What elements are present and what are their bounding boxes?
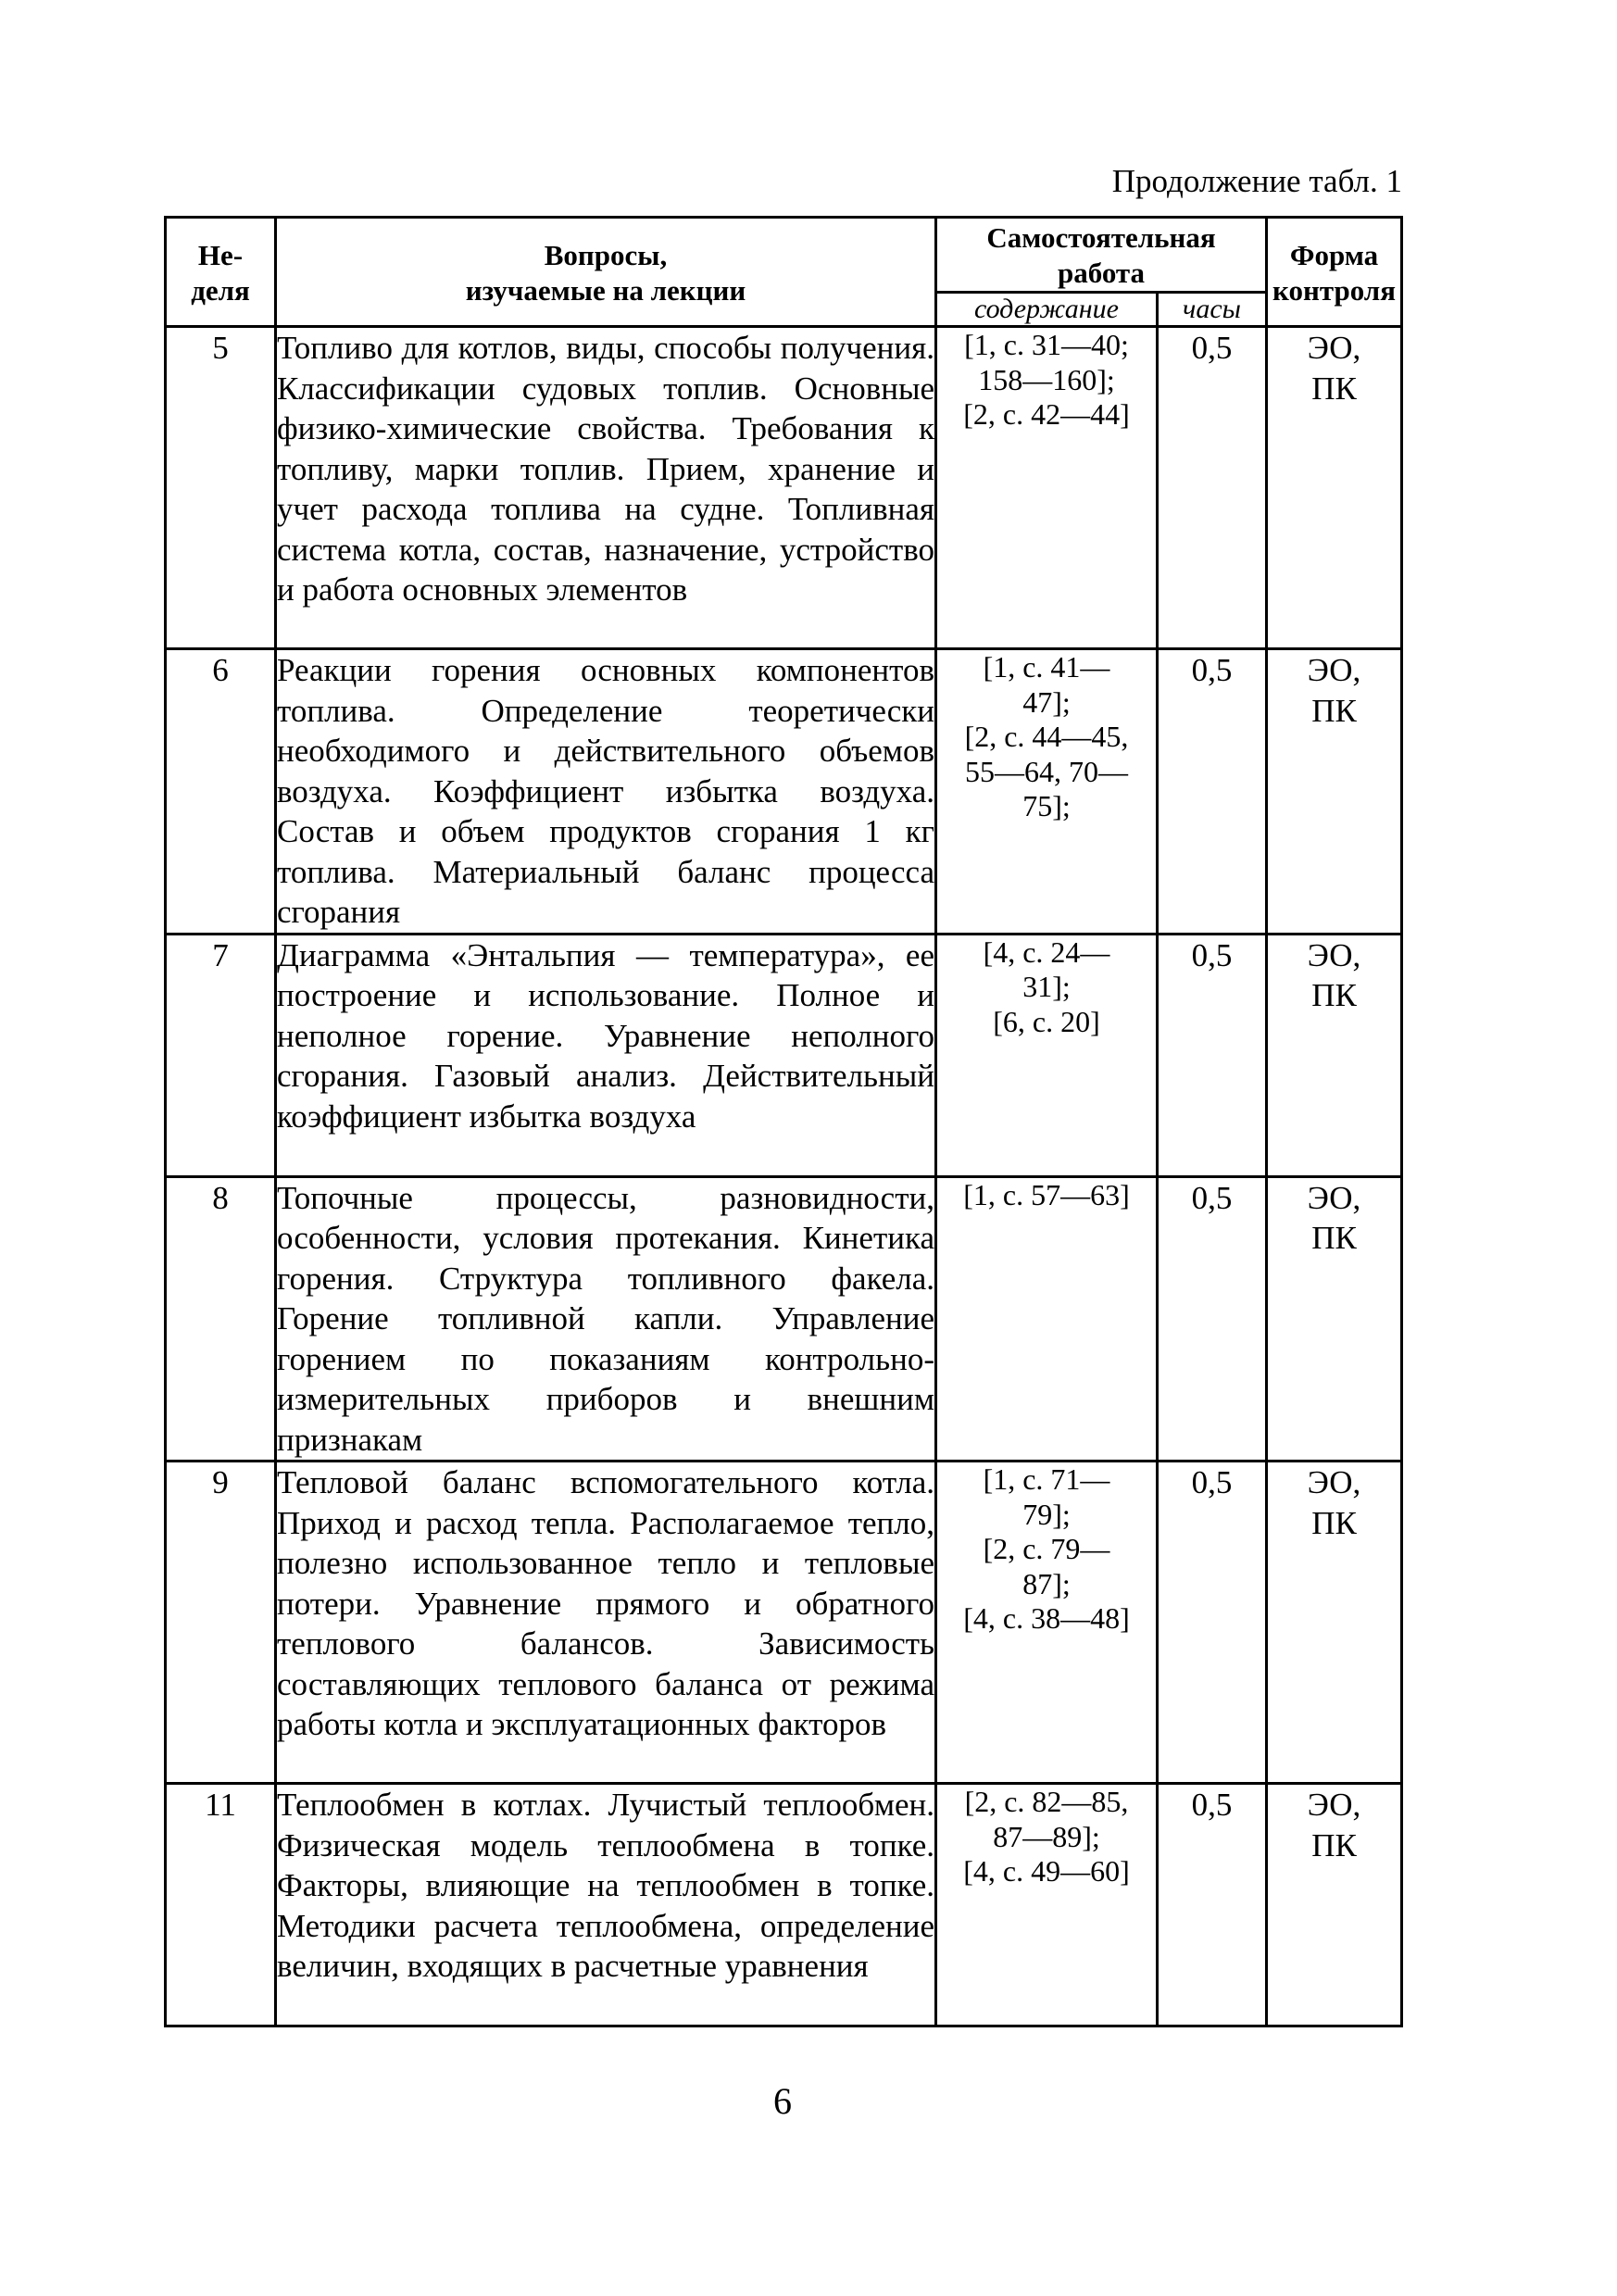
refs-cell	[936, 649, 1158, 935]
ref-line: 75];	[1022, 789, 1071, 822]
header-topics-line: Вопросы,	[544, 238, 668, 271]
ref-line: [2, с. 79—	[983, 1532, 1110, 1565]
refs-cell	[936, 1176, 1158, 1462]
ref-line: [2, с. 44—45,	[964, 720, 1129, 753]
control-line: ПК	[1311, 1220, 1357, 1256]
control-line: ЭО,	[1307, 1179, 1361, 1216]
topic-cell: Реакции горения основных компонентов топлива. Определение теоретически необходимого и действительного объемов воздуха. Коэффициент избытка воздуха. Состав и объем продуктов сгорания 1 кг топлива. Материальный баланс процесса сгорания	[276, 649, 936, 935]
ref-line: [1, с. 31—40;	[964, 328, 1129, 361]
ref-line: 158—160];	[978, 362, 1115, 396]
topic-cell: Теплообмен в котлах. Лучистый теплообмен. Физическая модель теплообмена в топке. Факторы, влияющие на теплообмен в топке. Методики расчета теплообмена, определение величин, входящих в расчетные уравнения	[276, 1784, 936, 2026]
header-topics-line: изучаемые на лекции	[465, 273, 746, 307]
refs-cell	[936, 934, 1158, 1176]
control-cell	[1267, 649, 1402, 935]
header-week-line: деля	[191, 273, 250, 307]
control-line: ПК	[1311, 692, 1357, 729]
header-control-line: Форма	[1289, 238, 1379, 271]
header-self-work-line: Самостоятельная	[986, 221, 1216, 254]
week-cell: 9	[166, 1462, 276, 1784]
week-cell: 5	[166, 327, 276, 649]
page-number: 6	[773, 2080, 792, 2122]
table-continuation-label: Продолжение табл. 1	[1111, 163, 1402, 199]
control-line: ЭО,	[1307, 652, 1361, 688]
refs-cell	[936, 1462, 1158, 1784]
table-row	[166, 1176, 1402, 1462]
header-control	[1267, 218, 1402, 327]
ref-line: 55—64, 70—	[965, 754, 1128, 788]
table-row	[166, 1462, 1402, 1784]
control-cell	[1267, 327, 1402, 649]
table-row	[166, 649, 1402, 935]
table-row	[166, 1784, 1402, 2026]
control-cell	[1267, 1784, 1402, 2026]
topic-cell: Топочные процессы, разновидности, особенности, условия протекания. Кинетика горения. Структура топливного факела. Горение топливной капли. Управление горением по показаниям контрольно-измерительных приборов и внешним признакам	[276, 1176, 936, 1462]
header-self-work	[936, 218, 1267, 293]
hours-cell: 0,5	[1158, 649, 1267, 935]
topic-cell: Тепловой баланс вспомогательного котла. Приход и расход тепла. Располагаемое тепло, полезно использованное тепло и тепловые потери. Уравнение прямого и обратного теплового балансов. Зависимость составляющих теплового баланса от режима работы котла и эксплуатационных факторов	[276, 1462, 936, 1784]
ref-line: [1, с. 71—	[983, 1462, 1110, 1496]
ref-line: 87];	[1022, 1566, 1071, 1600]
ref-line: [2, с. 42—44]	[963, 397, 1130, 431]
header-control-line: контроля	[1272, 273, 1396, 307]
control-line: ЭО,	[1307, 1464, 1361, 1500]
header-week	[166, 218, 276, 327]
header-self-work-content: содержание	[936, 293, 1158, 327]
week-cell: 6	[166, 649, 276, 935]
ref-line: [1, с. 41—	[983, 650, 1110, 684]
week-cell: 7	[166, 934, 276, 1176]
control-line: ПК	[1311, 370, 1357, 407]
control-cell	[1267, 934, 1402, 1176]
ref-line: 31];	[1022, 970, 1071, 1003]
lecture-schedule-table	[164, 216, 1403, 2027]
topic-cell: Топливо для котлов, виды, способы получения. Классификации судовых топлив. Основные физико-химические свойства. Требования к топливу, марки топлив. Прием, хранение и учет расхода топлива на судне. Топливная система котла, состав, назначение, устройство и работа основных элементов	[276, 327, 936, 649]
table-row	[166, 327, 1402, 649]
header-self-work-hours: часы	[1158, 293, 1267, 327]
topic-cell: Диаграмма «Энтальпия — температура», ее построение и использование. Полное и неполное горение. Уравнение неполного сгорания. Газовый анализ. Действительный коэффициент избытка воздуха	[276, 934, 936, 1176]
table-row	[166, 934, 1402, 1176]
ref-line: [4, с. 24—	[983, 935, 1110, 969]
table-body	[166, 327, 1402, 2026]
hours-cell: 0,5	[1158, 1176, 1267, 1462]
refs-cell	[936, 1784, 1158, 2026]
ref-line: 87—89];	[993, 1819, 1100, 1853]
ref-line: [1, с. 57—63]	[963, 1177, 1130, 1211]
header-week-line: Не-	[197, 238, 244, 271]
hours-cell: 0,5	[1158, 1784, 1267, 2026]
hours-cell: 0,5	[1158, 934, 1267, 1176]
control-line: ЭО,	[1307, 1787, 1361, 1823]
refs-cell	[936, 327, 1158, 649]
hours-cell: 0,5	[1158, 327, 1267, 649]
week-cell: 8	[166, 1176, 276, 1462]
hours-cell: 0,5	[1158, 1462, 1267, 1784]
control-line: ПК	[1311, 977, 1357, 1013]
header-topics	[276, 218, 936, 327]
control-cell	[1267, 1176, 1402, 1462]
control-line: ПК	[1311, 1826, 1357, 1863]
ref-line: 79];	[1022, 1497, 1071, 1531]
ref-line: 47];	[1022, 684, 1071, 719]
control-line: ПК	[1311, 1504, 1357, 1541]
table-header	[166, 218, 1402, 327]
ref-line: [6, с. 20]	[993, 1004, 1100, 1038]
ref-line: [4, с. 49—60]	[963, 1854, 1130, 1888]
ref-line: [4, с. 38—48]	[963, 1601, 1130, 1635]
week-cell: 11	[166, 1784, 276, 2026]
control-line: ЭО,	[1307, 330, 1361, 366]
control-line: ЭО,	[1307, 936, 1361, 973]
header-self-work-line: работа	[1057, 257, 1146, 289]
control-cell	[1267, 1462, 1402, 1784]
ref-line: [2, с. 82—85,	[964, 1785, 1129, 1818]
